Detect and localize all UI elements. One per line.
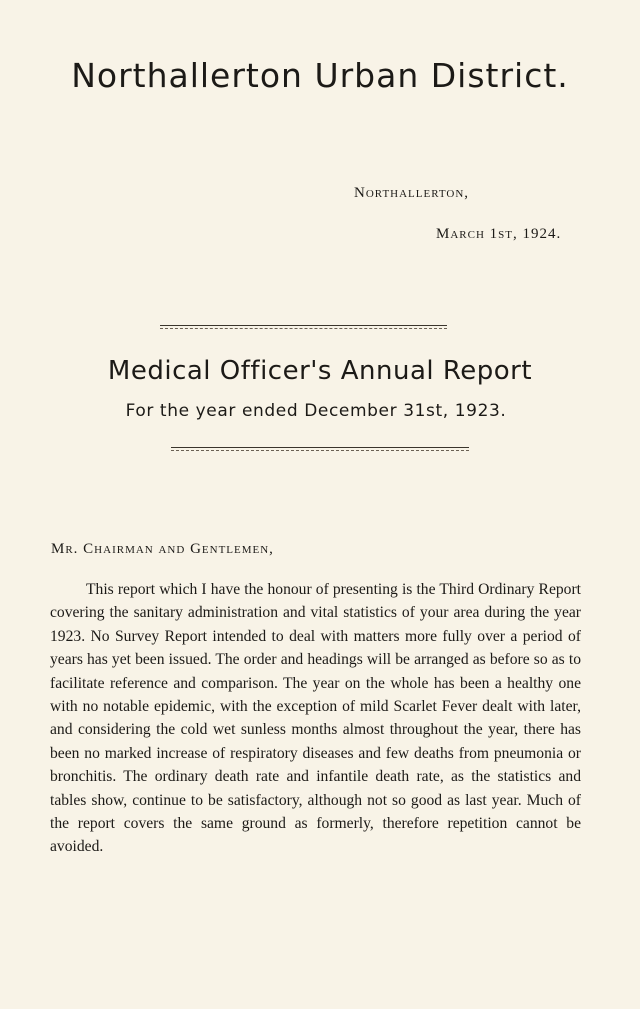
date-line: March 1st, 1924. <box>436 226 562 242</box>
district-title: Northallerton Urban District. <box>71 56 569 95</box>
report-title: Medical Officer's Annual Report <box>107 356 533 386</box>
divider-rule-bottom <box>171 447 469 448</box>
salutation: Mr. Chairman and Gentlemen, <box>51 541 274 557</box>
place-line: Northallerton, <box>354 185 470 201</box>
body-paragraph: This report which I have the honour of presenting is the Third Ordinary Report covering the sanitary administration and vital statistics of your area during the year 1923. No Survey Report intended to deal with matters more fully over a period of years has yet been issued. The order and headings will be arranged as before so as to facilitate reference and comparison. The year on the whole has been a healthy one with no notable epidemic, with the exception of mild Scarlet Fever dealt with later, and considering the cold wet sunless months almost throughout the year, there has been no marked increase of respiratory diseases and few deaths from pneumonia or bronchitis. The ordinary death rate and infantile death rate, as the statistics and tables show, continue to be satisfactory, although not so good as last year. Much of the report covers the same ground as formerly, therefore repetition cannot be avoided. <box>50 581 581 856</box>
report-subtitle: For the year ended December 31st, 1923. <box>125 401 507 421</box>
divider-rule-top <box>160 325 447 326</box>
